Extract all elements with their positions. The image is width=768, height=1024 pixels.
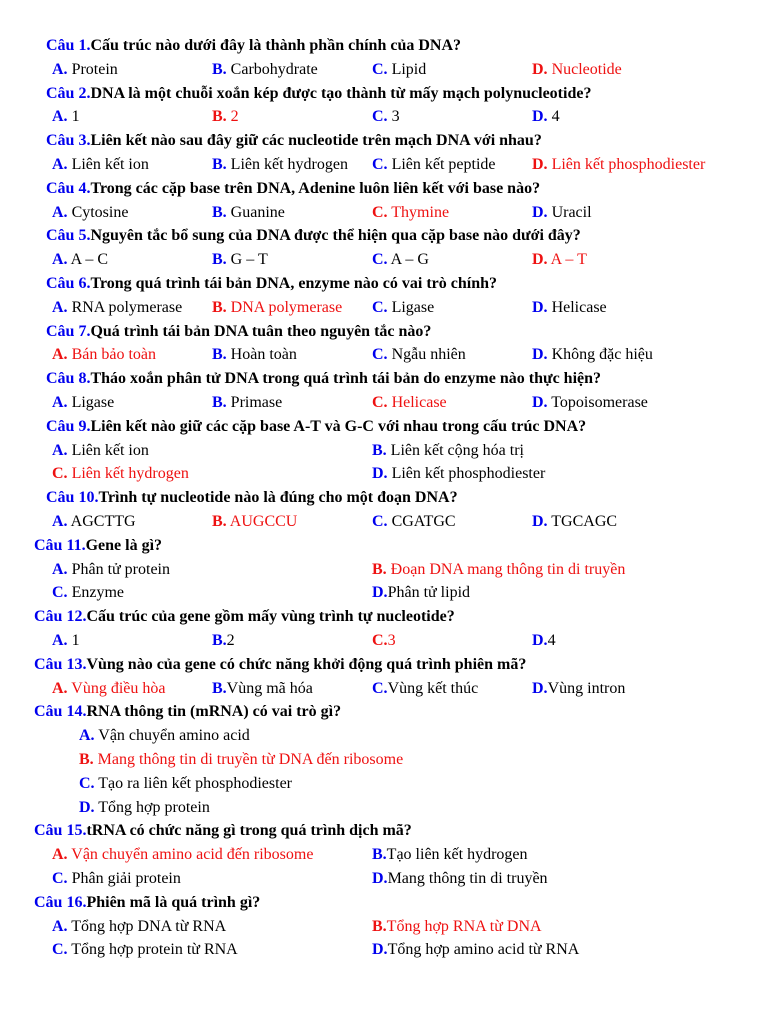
option-text: 3	[387, 108, 400, 126]
option-text: 1	[67, 108, 80, 126]
options-row	[0, 343, 768, 367]
option-letter: B.	[212, 108, 227, 126]
option-text: Tổng hợp RNA từ DNA	[386, 917, 542, 935]
option-b	[79, 748, 403, 772]
options-row	[0, 558, 768, 582]
question-text: Vùng nào của gene có chức năng khởi động quá trình phiên mã?	[86, 655, 527, 673]
question-number: Câu 15.	[34, 822, 87, 840]
question-number: Câu 3.	[46, 132, 91, 150]
option-text: Tạo liên kết hydrogen	[386, 846, 528, 864]
option-letter: A.	[52, 203, 68, 221]
option-c	[372, 296, 434, 320]
option-text: Mang thông tin di truyền từ DNA đến ribosome	[93, 751, 404, 768]
option-text: Guanine	[226, 203, 285, 221]
option-letter: D.	[79, 798, 95, 816]
option-letter: D.	[532, 679, 548, 697]
option-letter: A.	[52, 108, 68, 126]
option-letter: A.	[52, 298, 68, 316]
option-letter: D.	[532, 108, 548, 126]
option-c	[372, 105, 400, 129]
option-a	[52, 629, 80, 653]
option-c	[372, 201, 449, 225]
option-d	[532, 153, 705, 177]
question-number: Câu 13.	[34, 655, 87, 673]
option-text: Liên kết ion	[67, 441, 149, 459]
question-number: Câu 11.	[34, 536, 86, 554]
option-text: Tổng hợp protein từ RNA	[67, 941, 238, 959]
question-13	[0, 653, 768, 677]
options-row	[0, 510, 768, 534]
option-c	[372, 391, 447, 415]
question-text: Liên kết nào sau đây giữ các nucleotide trên mạch DNA với nhau?	[90, 132, 542, 150]
option-text: Bán bảo toàn	[67, 346, 156, 364]
option-letter: A.	[52, 394, 68, 411]
options-row	[0, 296, 768, 320]
option-letter: B.	[212, 251, 227, 269]
options-row	[0, 796, 768, 820]
option-d	[532, 201, 592, 225]
option-text: 4	[547, 108, 560, 126]
option-text: Vận chuyển amino acid	[94, 727, 250, 745]
option-text: Vùng intron	[547, 679, 626, 697]
option-text: DNA polymerase	[226, 298, 343, 316]
option-letter: B.	[212, 156, 227, 173]
option-d	[372, 462, 545, 486]
option-b	[212, 677, 313, 701]
question-10	[0, 486, 768, 510]
option-c	[52, 581, 124, 605]
question-number: Câu 2.	[46, 84, 91, 102]
option-text: Liên kết phosphodiester	[547, 156, 706, 173]
option-text: Mang thông tin di truyền	[387, 870, 548, 887]
option-letter: C.	[52, 465, 68, 483]
option-b	[212, 201, 285, 225]
option-b	[212, 510, 297, 534]
option-a	[52, 510, 136, 534]
option-letter: B.	[212, 394, 227, 411]
option-text: Liên kết phosphodiester	[387, 465, 546, 483]
option-letter: D.	[532, 513, 548, 530]
option-a	[52, 343, 156, 367]
option-letter: B.	[372, 441, 387, 459]
option-d	[79, 796, 210, 820]
question-text: Cấu trúc của gene gồm mấy vùng trình tự nucleotide?	[86, 608, 455, 626]
question-text: Gene là gì?	[85, 536, 163, 554]
option-letter: C.	[372, 251, 388, 269]
option-letter: D.	[532, 60, 548, 78]
option-letter: D.	[532, 298, 548, 316]
question-14	[0, 700, 768, 724]
option-text: Liên kết peptide	[387, 156, 496, 173]
option-text: Liên kết cộng hóa trị	[386, 441, 524, 459]
option-c	[372, 343, 466, 367]
option-c	[52, 462, 189, 486]
option-text: Lipid	[387, 60, 427, 78]
option-text: A – G	[387, 251, 429, 269]
option-letter: D.	[532, 251, 548, 269]
option-d	[532, 629, 556, 653]
option-letter: B.	[212, 60, 227, 78]
option-letter: A.	[79, 727, 95, 745]
question-15	[0, 819, 768, 843]
option-text: 4	[547, 632, 556, 649]
option-letter: C.	[52, 584, 68, 602]
question-stem	[34, 700, 341, 724]
option-letter: C.	[79, 774, 95, 792]
option-a	[52, 201, 128, 225]
option-text: 3	[387, 632, 396, 649]
option-text: Helicase	[547, 298, 607, 316]
question-stem	[46, 224, 581, 248]
option-text: Tạo ra liên kết phosphodiester	[94, 774, 292, 792]
option-a	[52, 391, 114, 415]
option-d	[532, 343, 653, 367]
option-text: G – T	[226, 251, 268, 269]
option-letter: A.	[52, 632, 68, 649]
option-text: Đoạn DNA mang thông tin di truyền	[386, 560, 626, 578]
question-6	[0, 272, 768, 296]
option-text: Uracil	[547, 203, 592, 221]
option-letter: C.	[372, 298, 388, 316]
question-stem	[34, 653, 526, 677]
question-stem	[46, 486, 458, 510]
question-text: Tháo xoắn phân tử DNA trong quá trình tái bản do enzyme nào thực hiện?	[90, 370, 602, 388]
question-number: Câu 5.	[46, 227, 91, 245]
question-5	[0, 224, 768, 248]
option-text: Liên kết ion	[67, 156, 149, 173]
option-letter: B.	[212, 679, 227, 697]
option-d	[372, 938, 579, 962]
option-letter: B.	[212, 203, 227, 221]
option-d	[372, 581, 470, 605]
option-b	[212, 58, 318, 82]
option-b	[212, 391, 282, 415]
option-text: Liên kết hydrogen	[226, 156, 348, 173]
option-c	[372, 248, 429, 272]
option-c	[372, 153, 496, 177]
option-d	[532, 677, 625, 701]
option-text: Hoàn toàn	[226, 346, 297, 364]
option-letter: D.	[372, 870, 388, 887]
option-letter: D.	[532, 632, 548, 649]
option-b	[372, 843, 528, 867]
option-b	[212, 153, 348, 177]
question-number: Câu 4.	[46, 179, 91, 197]
option-letter: A.	[52, 346, 68, 364]
question-text: Quá trình tái bản DNA tuân theo nguyên tắc nào?	[90, 322, 432, 340]
option-letter: D.	[532, 203, 548, 221]
option-text: Vùng kết thúc	[387, 679, 479, 697]
question-number: Câu 12.	[34, 608, 87, 626]
options-row	[0, 581, 768, 605]
option-letter: C.	[372, 679, 388, 697]
options-row	[0, 748, 768, 772]
option-letter: D.	[532, 394, 548, 411]
option-letter: A.	[52, 846, 68, 864]
option-letter: C.	[372, 513, 388, 530]
option-text: RNA polymerase	[67, 298, 183, 316]
option-a	[52, 558, 170, 582]
question-text: Nguyên tắc bổ sung của DNA được thể hiện qua cặp base nào dưới đây?	[90, 227, 581, 245]
option-text: Vùng mã hóa	[226, 679, 313, 697]
option-letter: A.	[52, 60, 68, 78]
option-letter: C.	[372, 346, 388, 364]
option-b	[212, 296, 342, 320]
option-text: AUGCCU	[226, 513, 298, 530]
option-b	[212, 105, 239, 129]
option-letter: D.	[532, 346, 548, 364]
option-b	[212, 343, 297, 367]
options-row	[0, 724, 768, 748]
option-text: Thymine	[387, 203, 450, 221]
option-letter: C.	[372, 108, 388, 126]
option-letter: B.	[212, 632, 227, 649]
option-a	[52, 439, 149, 463]
option-b	[372, 439, 524, 463]
option-text: Phân tử protein	[67, 560, 170, 578]
option-letter: A.	[52, 513, 68, 530]
question-stem	[34, 534, 162, 558]
option-a	[52, 153, 149, 177]
option-c	[372, 677, 478, 701]
option-text: Nucleotide	[547, 60, 622, 78]
option-d	[532, 510, 617, 534]
option-text: Primase	[226, 394, 283, 411]
option-letter: B.	[372, 917, 387, 935]
option-text: 2	[226, 108, 239, 126]
option-c	[372, 58, 426, 82]
option-text: Tổng hợp amino acid từ RNA	[387, 941, 580, 959]
question-stem	[46, 34, 461, 58]
question-text: DNA là một chuỗi xoắn kép được tạo thành từ mấy mạch polynucleotide?	[90, 84, 592, 102]
question-stem	[46, 415, 586, 439]
question-2	[0, 82, 768, 106]
options-row	[0, 462, 768, 486]
question-stem	[46, 272, 497, 296]
option-text: Protein	[67, 60, 118, 78]
option-a	[79, 724, 250, 748]
question-4	[0, 177, 768, 201]
option-text: 1	[67, 632, 80, 649]
question-stem	[46, 367, 601, 391]
question-1	[0, 34, 768, 58]
option-text: Ngẫu nhiên	[387, 346, 466, 364]
question-number: Câu 14.	[34, 703, 87, 721]
options-row	[0, 201, 768, 225]
options-row	[0, 105, 768, 129]
option-text: A – T	[547, 251, 587, 269]
options-row	[0, 843, 768, 867]
question-3	[0, 129, 768, 153]
option-letter: D.	[532, 156, 548, 173]
option-d	[532, 58, 622, 82]
question-number: Câu 6.	[46, 275, 91, 292]
option-letter: C.	[372, 203, 388, 221]
option-text: Enzyme	[67, 584, 124, 602]
option-letter: B.	[212, 346, 227, 364]
question-16	[0, 891, 768, 915]
question-number: Câu 1.	[46, 37, 91, 54]
option-c	[372, 629, 396, 653]
question-stem	[46, 177, 540, 201]
question-text: tRNA có chức năng gì trong quá trình dịch mã?	[86, 822, 412, 840]
question-number: Câu 7.	[46, 322, 91, 340]
option-letter: C.	[372, 394, 388, 411]
option-text: Helicase	[387, 394, 447, 411]
question-number: Câu 8.	[46, 370, 91, 388]
option-text: Ligase	[67, 394, 115, 411]
question-number: Câu 9.	[46, 417, 91, 435]
options-row	[0, 867, 768, 891]
option-text: Ligase	[387, 298, 435, 316]
option-c	[79, 772, 292, 796]
option-d	[532, 248, 587, 272]
option-text: TGCAGC	[547, 513, 618, 530]
option-text: CGATGC	[387, 513, 456, 530]
question-text: Trong quá trình tái bản DNA, enzyme nào có vai trò chính?	[90, 275, 497, 292]
option-letter: C.	[52, 941, 68, 959]
option-b	[212, 629, 235, 653]
question-stem	[34, 605, 455, 629]
question-text: Trong các cặp base trên DNA, Adenine luôn liên kết với base nào?	[90, 179, 541, 197]
question-text: Cấu trúc nào dưới đây là thành phần chính của DNA?	[90, 37, 462, 54]
option-text: Vùng điều hòa	[67, 679, 166, 697]
option-a	[52, 248, 108, 272]
option-a	[52, 296, 182, 320]
option-letter: D.	[372, 941, 388, 959]
option-letter: A.	[52, 251, 68, 269]
option-text: A – C	[67, 251, 109, 269]
option-a	[52, 105, 80, 129]
options-row	[0, 439, 768, 463]
option-b	[372, 915, 542, 939]
option-letter: D.	[372, 584, 388, 602]
options-row	[0, 629, 768, 653]
option-letter: A.	[52, 156, 68, 173]
option-text: Tổng hợp protein	[94, 798, 210, 816]
options-row	[0, 58, 768, 82]
option-letter: A.	[52, 560, 68, 578]
options-row	[0, 391, 768, 415]
option-d	[532, 105, 560, 129]
question-text: Trình tự nucleotide nào là đúng cho một đoạn DNA?	[98, 489, 458, 507]
option-letter: C.	[52, 870, 68, 887]
option-letter: C.	[372, 156, 388, 173]
option-letter: A.	[52, 679, 68, 697]
option-text: Không đặc hiệu	[547, 346, 653, 364]
question-12	[0, 605, 768, 629]
option-letter: C.	[372, 632, 388, 649]
question-stem	[34, 819, 412, 843]
option-d	[532, 296, 607, 320]
option-a	[52, 58, 118, 82]
option-text: AGCTTG	[67, 513, 136, 530]
options-row	[0, 248, 768, 272]
question-8	[0, 367, 768, 391]
option-letter: A.	[52, 917, 68, 935]
option-letter: B.	[212, 513, 227, 530]
option-text: Liên kết hydrogen	[67, 465, 189, 483]
question-stem	[34, 891, 260, 915]
option-text: Carbohydrate	[226, 60, 318, 78]
question-stem	[46, 129, 542, 153]
question-9	[0, 415, 768, 439]
question-number: Câu 16.	[34, 893, 87, 911]
option-d	[372, 867, 548, 891]
option-text: Tổng hợp DNA từ RNA	[67, 917, 227, 935]
options-row	[0, 772, 768, 796]
question-text: RNA thông tin (mRNA) có vai trò gì?	[86, 703, 342, 721]
option-letter: B.	[372, 846, 387, 864]
question-7	[0, 320, 768, 344]
option-letter: A.	[52, 441, 68, 459]
options-row	[0, 915, 768, 939]
options-row	[0, 677, 768, 701]
option-text: Phân giải protein	[67, 870, 181, 887]
option-letter: B.	[212, 298, 227, 316]
option-letter: B.	[372, 560, 387, 578]
question-number: Câu 10.	[46, 489, 99, 507]
options-row	[0, 153, 768, 177]
options-row	[0, 938, 768, 962]
question-text: Phiên mã là quá trình gì?	[86, 893, 261, 911]
option-a	[52, 677, 165, 701]
question-11	[0, 534, 768, 558]
option-text: Phân tử lipid	[387, 584, 471, 602]
option-letter: C.	[372, 60, 388, 78]
question-text: Liên kết nào giữ các cặp base A-T và G-C với nhau trong cấu trúc DNA?	[90, 417, 587, 435]
option-letter: D.	[372, 465, 388, 483]
option-a	[52, 843, 313, 867]
option-text: 2	[226, 632, 235, 649]
option-c	[372, 510, 456, 534]
option-c	[52, 938, 238, 962]
option-a	[52, 915, 226, 939]
option-text: Topoisomerase	[547, 394, 648, 411]
question-stem	[46, 82, 591, 106]
option-text: Vận chuyển amino acid đến ribosome	[67, 846, 314, 864]
option-b	[372, 558, 625, 582]
option-d	[532, 391, 648, 415]
option-b	[212, 248, 268, 272]
option-text: Cytosine	[67, 203, 129, 221]
option-letter: B.	[79, 751, 94, 768]
option-c	[52, 867, 181, 891]
question-stem	[46, 320, 431, 344]
